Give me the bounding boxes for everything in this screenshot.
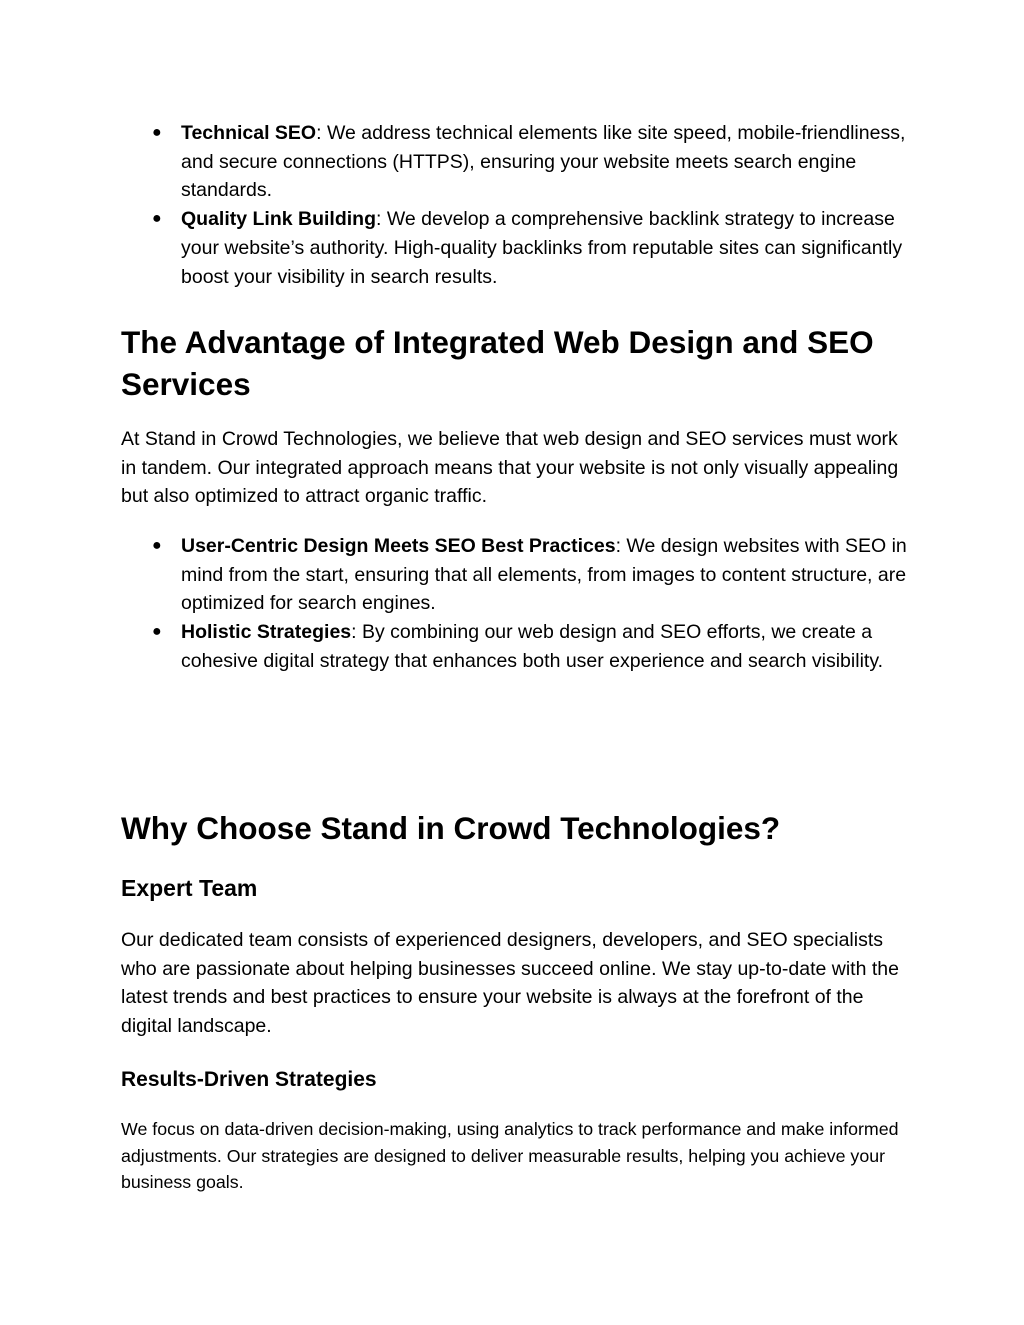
list-item-title: Holistic Strategies <box>181 621 352 644</box>
list-item <box>121 618 911 675</box>
why-choose-heading: Why Choose Stand in Crowd Technologies? <box>121 810 781 846</box>
bullet-icon: ● <box>152 210 162 228</box>
advantage-list <box>121 532 911 676</box>
list-item <box>121 119 911 205</box>
list-item-text: : By combining our web design and SEO efforts, we create a cohesive digital strategy that enhances both user experience and search visibility. <box>181 621 884 672</box>
bullet-icon: ● <box>152 623 162 641</box>
results-driven-heading: Results-Driven Strategies <box>121 1068 377 1091</box>
list-item-title: User-Centric Design Meets SEO Best Practices <box>181 535 616 557</box>
bullet-icon: ● <box>152 537 162 554</box>
list-item <box>121 205 911 291</box>
list-item-title: Quality Link Building <box>181 208 376 231</box>
list-item-text: : We develop a comprehensive backlink strategy to increase your website’s authority. High-quality backlinks from reputable sites can significantly boost your visibility in search results. <box>181 208 903 288</box>
expert-team-heading: Expert Team <box>121 875 258 901</box>
list-item <box>121 532 911 618</box>
advantage-paragraph: At Stand in Crowd Technologies, we believe that web design and SEO services must work in tandem. Our integrated approach means that your website is not only visually appealing but also optimized to attract organic traffic. <box>121 428 899 508</box>
list-item-text: : We design websites with SEO in mind from the start, ensuring that all elements, from images to content structure, are optimized for search engines. <box>181 535 907 615</box>
bullet-icon: ● <box>152 124 162 141</box>
list-item-text: : We address technical elements like site speed, mobile-friendliness, and secure connections (HTTPS), ensuring your website meets search engine standards. <box>181 122 906 202</box>
expert-team-paragraph: Our dedicated team consists of experienced designers, developers, and SEO specialists who are passionate about helping businesses succeed online. We stay up-to-date with the latest trends and best practices to ensure your website is always at the forefront of the digital landscape. <box>121 929 899 1038</box>
results-driven-paragraph: We focus on data-driven decision-making, using analytics to track performance and make informed adjustments. Our strategies are designed to deliver measurable results, helping you achieve your business goals. <box>121 1119 899 1193</box>
seo-services-list <box>121 119 911 291</box>
list-item-title: Technical SEO <box>181 122 317 144</box>
advantage-heading: The Advantage of Integrated Web Design and SEO Services <box>121 324 874 402</box>
